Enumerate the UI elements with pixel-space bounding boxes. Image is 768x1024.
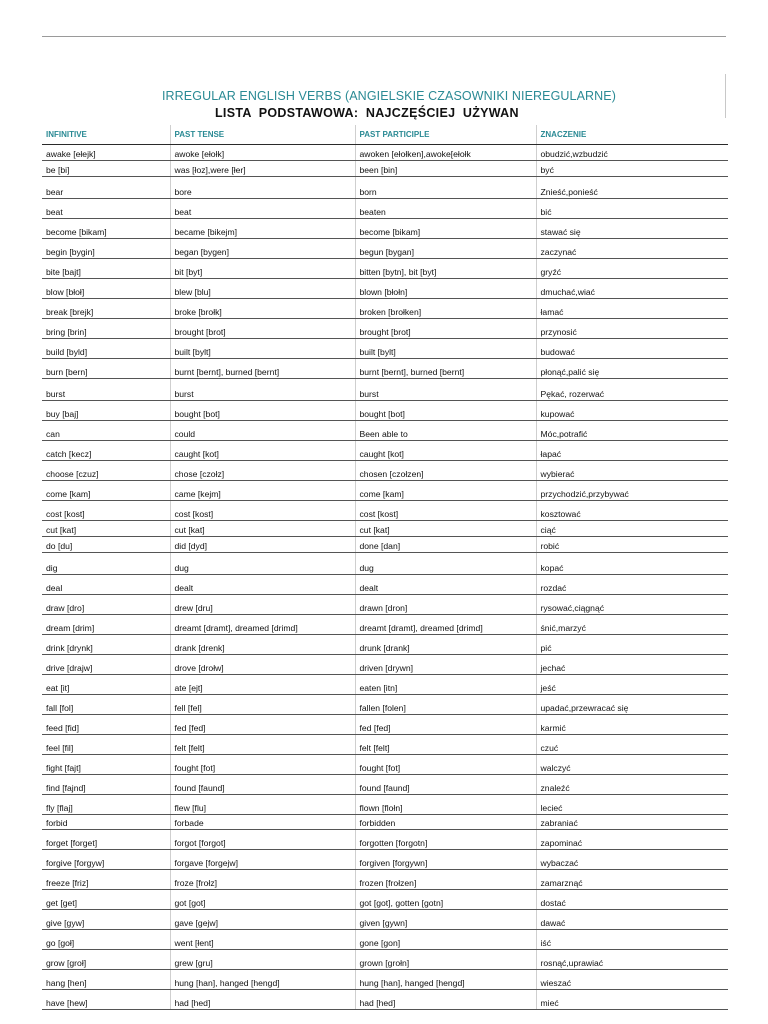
cell-infinitive: cost [kost] — [42, 501, 170, 521]
cell-meaning: mieć — [536, 990, 728, 1010]
cell-past-tense: went [łent] — [170, 930, 355, 950]
cell-meaning: rosnąć,uprawiać — [536, 950, 728, 970]
cell-past-tense: fell [fel] — [170, 695, 355, 715]
cell-past-tense: forgot [forgot] — [170, 830, 355, 850]
table-row — [42, 481, 728, 501]
cell-past-participle: dug — [355, 553, 536, 575]
table-row — [42, 401, 728, 421]
cell-past-tense: came [kejm] — [170, 481, 355, 501]
cell-infinitive: freeze [friz] — [42, 870, 170, 890]
cell-past-tense: felt [felt] — [170, 735, 355, 755]
cell-infinitive: have [hew] — [42, 990, 170, 1010]
cell-infinitive: go [goł] — [42, 930, 170, 950]
cell-infinitive: drive [drajw] — [42, 655, 170, 675]
cell-meaning: znaleźć — [536, 775, 728, 795]
cell-infinitive: dream [drim] — [42, 615, 170, 635]
cell-past-tense: grew [gru] — [170, 950, 355, 970]
cell-meaning: dmuchać,wiać — [536, 279, 728, 299]
cell-meaning: budować — [536, 339, 728, 359]
table-row — [42, 259, 728, 279]
cell-infinitive: break [brejk] — [42, 299, 170, 319]
verbs-table-body — [42, 145, 728, 1010]
cell-meaning: gryźć — [536, 259, 728, 279]
cell-past-tense: chose [czołz] — [170, 461, 355, 481]
table-row — [42, 970, 728, 990]
cell-past-participle: fallen [folen] — [355, 695, 536, 715]
table-row — [42, 635, 728, 655]
cell-meaning: być — [536, 161, 728, 177]
cell-meaning: kopać — [536, 553, 728, 575]
table-row — [42, 501, 728, 521]
cell-meaning: zaczynać — [536, 239, 728, 259]
cell-past-tense: ate [ejt] — [170, 675, 355, 695]
cell-infinitive: begin [bygin] — [42, 239, 170, 259]
cell-past-participle: found [faund] — [355, 775, 536, 795]
cell-past-participle: dreamt [dramt], dreamed [drimd] — [355, 615, 536, 635]
cell-past-participle: blown [błołn] — [355, 279, 536, 299]
cell-past-participle: done [dan] — [355, 537, 536, 553]
cell-meaning: jechać — [536, 655, 728, 675]
table-row — [42, 379, 728, 401]
cell-meaning: przychodzić,przybywać — [536, 481, 728, 501]
cell-past-participle: caught [kot] — [355, 441, 536, 461]
cell-meaning: wybierać — [536, 461, 728, 481]
cell-past-participle: been [bin] — [355, 161, 536, 177]
document-title: IRREGULAR ENGLISH VERBS (ANGIELSKIE CZASOWNIKI NIEREGULARNE) — [161, 89, 616, 103]
cell-meaning: robić — [536, 537, 728, 553]
table-row — [42, 575, 728, 595]
cell-past-tense: hung [han], hanged [hengd] — [170, 970, 355, 990]
header-past-tense: PAST TENSE — [170, 125, 355, 145]
table-row — [42, 830, 728, 850]
cell-past-tense: dreamt [dramt], dreamed [drimd] — [170, 615, 355, 635]
cell-past-tense: got [got] — [170, 890, 355, 910]
table-row — [42, 850, 728, 870]
cell-meaning: płonąć,palić się — [536, 359, 728, 379]
cell-past-tense: dug — [170, 553, 355, 575]
cell-past-participle: broken [brołken] — [355, 299, 536, 319]
cell-past-participle: burst — [355, 379, 536, 401]
table-row — [42, 319, 728, 339]
cell-past-tense: began [bygen] — [170, 239, 355, 259]
cell-past-participle: flown [flołn] — [355, 795, 536, 815]
cell-meaning: łamać — [536, 299, 728, 319]
cell-past-tense: burst — [170, 379, 355, 401]
cell-past-participle: forgiven [forgywn] — [355, 850, 536, 870]
table-row — [42, 715, 728, 735]
cell-past-tense: drew [dru] — [170, 595, 355, 615]
cell-infinitive: catch [kecz] — [42, 441, 170, 461]
table-row — [42, 950, 728, 970]
cell-past-tense: froze [frołz] — [170, 870, 355, 890]
cell-past-tense: gave [gejw] — [170, 910, 355, 930]
cell-past-participle: cut [kat] — [355, 521, 536, 537]
cell-meaning: zapominać — [536, 830, 728, 850]
cell-past-participle: frozen [frołzen] — [355, 870, 536, 890]
cell-infinitive: buy [baj] — [42, 401, 170, 421]
cell-past-tense: fought [fot] — [170, 755, 355, 775]
cell-past-participle: cost [kost] — [355, 501, 536, 521]
cell-meaning: zabraniać — [536, 815, 728, 830]
cell-meaning: kupować — [536, 401, 728, 421]
table-row — [42, 421, 728, 441]
cell-meaning: stawać się — [536, 219, 728, 239]
cell-infinitive: dig — [42, 553, 170, 575]
table-row — [42, 990, 728, 1010]
cell-past-participle: fed [fed] — [355, 715, 536, 735]
cell-past-tense: was [łoz],were [łer] — [170, 161, 355, 177]
cell-past-participle: fought [fot] — [355, 755, 536, 775]
table-row — [42, 695, 728, 715]
header-past-participle: PAST PARTICIPLE — [355, 125, 536, 145]
table-row — [42, 461, 728, 481]
table-row — [42, 815, 728, 830]
cell-infinitive: feed [fid] — [42, 715, 170, 735]
table-row — [42, 177, 728, 199]
cell-infinitive: give [gyw] — [42, 910, 170, 930]
table-row — [42, 795, 728, 815]
cell-past-tense: brought [brot] — [170, 319, 355, 339]
cell-past-participle: built [bylt] — [355, 339, 536, 359]
table-row — [42, 930, 728, 950]
cell-infinitive: burst — [42, 379, 170, 401]
cell-past-participle: gone [gon] — [355, 930, 536, 950]
cell-past-tense: became [bikejm] — [170, 219, 355, 239]
header-znaczenie: ZNACZENIE — [536, 125, 728, 145]
cell-past-tense: bit [byt] — [170, 259, 355, 279]
cell-meaning: walczyć — [536, 755, 728, 775]
cell-past-tense: could — [170, 421, 355, 441]
cell-meaning: pić — [536, 635, 728, 655]
document-subtitle: LISTA PODSTAWOWA: NAJCZĘŚCIEJ UŻYWAN — [215, 106, 519, 120]
cell-infinitive: fight [fajt] — [42, 755, 170, 775]
table-row — [42, 870, 728, 890]
cell-meaning: przynosić — [536, 319, 728, 339]
cell-meaning: wieszać — [536, 970, 728, 990]
cell-meaning: Znieść,ponieść — [536, 177, 728, 199]
table-row — [42, 675, 728, 695]
cell-past-tense: forbade — [170, 815, 355, 830]
table-row — [42, 359, 728, 379]
cell-meaning: śnić,marzyć — [536, 615, 728, 635]
cell-past-tense: bought [bot] — [170, 401, 355, 421]
cell-meaning: jeść — [536, 675, 728, 695]
cell-past-participle: drawn [dron] — [355, 595, 536, 615]
cell-past-participle: awoken [ełołken],awoke[ełołk — [355, 145, 536, 161]
cell-infinitive: draw [dro] — [42, 595, 170, 615]
cell-past-tense: bore — [170, 177, 355, 199]
cell-infinitive: become [bikam] — [42, 219, 170, 239]
cell-past-participle: born — [355, 177, 536, 199]
table-row — [42, 595, 728, 615]
cell-meaning: dawać — [536, 910, 728, 930]
cell-infinitive: eat [it] — [42, 675, 170, 695]
cell-past-tense: awoke [ełołk] — [170, 145, 355, 161]
cell-meaning: kosztować — [536, 501, 728, 521]
cell-meaning: łapać — [536, 441, 728, 461]
table-row — [42, 219, 728, 239]
cell-meaning: bić — [536, 199, 728, 219]
table-row — [42, 655, 728, 675]
cell-meaning: ciąć — [536, 521, 728, 537]
cell-infinitive: feel [fil] — [42, 735, 170, 755]
cell-infinitive: bear — [42, 177, 170, 199]
cell-past-tense: broke [brołk] — [170, 299, 355, 319]
cell-past-participle: Been able to — [355, 421, 536, 441]
cell-infinitive: grow [groł] — [42, 950, 170, 970]
cell-past-tense: had [hed] — [170, 990, 355, 1010]
cell-meaning: dostać — [536, 890, 728, 910]
cell-infinitive: drink [drynk] — [42, 635, 170, 655]
table-header-row — [42, 125, 728, 145]
table-row — [42, 239, 728, 259]
table-row — [42, 890, 728, 910]
cell-infinitive: build [byld] — [42, 339, 170, 359]
cell-past-tense: burnt [bernt], burned [bernt] — [170, 359, 355, 379]
cell-meaning: czuć — [536, 735, 728, 755]
cell-past-tense: flew [flu] — [170, 795, 355, 815]
cell-meaning: obudzić,wzbudzić — [536, 145, 728, 161]
table-row — [42, 279, 728, 299]
cell-meaning: rozdać — [536, 575, 728, 595]
cell-meaning: Pękać, rozerwać — [536, 379, 728, 401]
cell-infinitive: bring [brin] — [42, 319, 170, 339]
cell-infinitive: get [get] — [42, 890, 170, 910]
top-rule — [42, 36, 726, 37]
cell-past-participle: forgotten [forgotn] — [355, 830, 536, 850]
table-row — [42, 775, 728, 795]
cell-past-tense: did [dyd] — [170, 537, 355, 553]
header-infinitive: INFINITIVE — [42, 125, 170, 145]
cell-past-tense: built [bylt] — [170, 339, 355, 359]
table-row — [42, 145, 728, 161]
cell-meaning: upadać,przewracać się — [536, 695, 728, 715]
cell-past-participle: given [gywn] — [355, 910, 536, 930]
table-row — [42, 521, 728, 537]
cell-past-tense: forgave [forgejw] — [170, 850, 355, 870]
cell-past-tense: drank [drenk] — [170, 635, 355, 655]
cell-infinitive: forget [forget] — [42, 830, 170, 850]
cell-infinitive: hang [hen] — [42, 970, 170, 990]
cell-infinitive: beat — [42, 199, 170, 219]
cell-infinitive: find [fajnd] — [42, 775, 170, 795]
cell-infinitive: forgive [forgyw] — [42, 850, 170, 870]
cell-past-participle: grown [grołn] — [355, 950, 536, 970]
cell-past-tense: caught [kot] — [170, 441, 355, 461]
cell-infinitive: cut [kat] — [42, 521, 170, 537]
cell-past-participle: felt [felt] — [355, 735, 536, 755]
cell-infinitive: fall [fol] — [42, 695, 170, 715]
cell-past-participle: eaten [itn] — [355, 675, 536, 695]
cell-past-tense: cut [kat] — [170, 521, 355, 537]
cell-past-participle: had [hed] — [355, 990, 536, 1010]
table-row — [42, 161, 728, 177]
cell-meaning: wybaczać — [536, 850, 728, 870]
cell-past-participle: come [kam] — [355, 481, 536, 501]
cell-infinitive: come [kam] — [42, 481, 170, 501]
cell-past-participle: driven [drywn] — [355, 655, 536, 675]
cell-past-tense: beat — [170, 199, 355, 219]
cell-past-participle: bought [bot] — [355, 401, 536, 421]
cell-past-participle: chosen [czołzen] — [355, 461, 536, 481]
cell-past-participle: bitten [bytn], bit [byt] — [355, 259, 536, 279]
cell-infinitive: be [bi] — [42, 161, 170, 177]
table-row — [42, 537, 728, 553]
cell-past-participle: got [got], gotten [gotn] — [355, 890, 536, 910]
cell-meaning: lecieć — [536, 795, 728, 815]
cell-infinitive: fly [flaj] — [42, 795, 170, 815]
cell-infinitive: blow [błoł] — [42, 279, 170, 299]
cell-past-participle: burnt [bernt], burned [bernt] — [355, 359, 536, 379]
table-row — [42, 441, 728, 461]
cell-meaning: karmić — [536, 715, 728, 735]
cell-past-participle: hung [han], hanged [hengd] — [355, 970, 536, 990]
cell-infinitive: forbid — [42, 815, 170, 830]
cell-past-tense: cost [kost] — [170, 501, 355, 521]
table-row — [42, 910, 728, 930]
table-row — [42, 615, 728, 635]
cell-infinitive: can — [42, 421, 170, 441]
cell-infinitive: do [du] — [42, 537, 170, 553]
cell-past-participle: drunk [drank] — [355, 635, 536, 655]
cell-meaning: zamarznąć — [536, 870, 728, 890]
cell-past-participle: brought [brot] — [355, 319, 536, 339]
cell-infinitive: deal — [42, 575, 170, 595]
table-row — [42, 553, 728, 575]
table-row — [42, 755, 728, 775]
cell-meaning: rysować,ciągnąć — [536, 595, 728, 615]
cell-past-tense: blew [blu] — [170, 279, 355, 299]
cell-infinitive: awake [ełejk] — [42, 145, 170, 161]
table-row — [42, 339, 728, 359]
cell-past-participle: beaten — [355, 199, 536, 219]
cell-past-participle: forbidden — [355, 815, 536, 830]
cell-meaning: Móc,potrafić — [536, 421, 728, 441]
table-row — [42, 299, 728, 319]
table-row — [42, 199, 728, 219]
cell-past-tense: fed [fed] — [170, 715, 355, 735]
cell-past-participle: dealt — [355, 575, 536, 595]
cell-meaning: iść — [536, 930, 728, 950]
cell-past-tense: found [faund] — [170, 775, 355, 795]
cell-past-tense: dealt — [170, 575, 355, 595]
verbs-table — [42, 125, 728, 1010]
cell-infinitive: choose [czuz] — [42, 461, 170, 481]
cell-infinitive: burn [bern] — [42, 359, 170, 379]
table-row — [42, 735, 728, 755]
cell-past-participle: begun [bygan] — [355, 239, 536, 259]
cell-past-tense: drove [drołw] — [170, 655, 355, 675]
cell-past-participle: become [bikam] — [355, 219, 536, 239]
cell-infinitive: bite [bajt] — [42, 259, 170, 279]
